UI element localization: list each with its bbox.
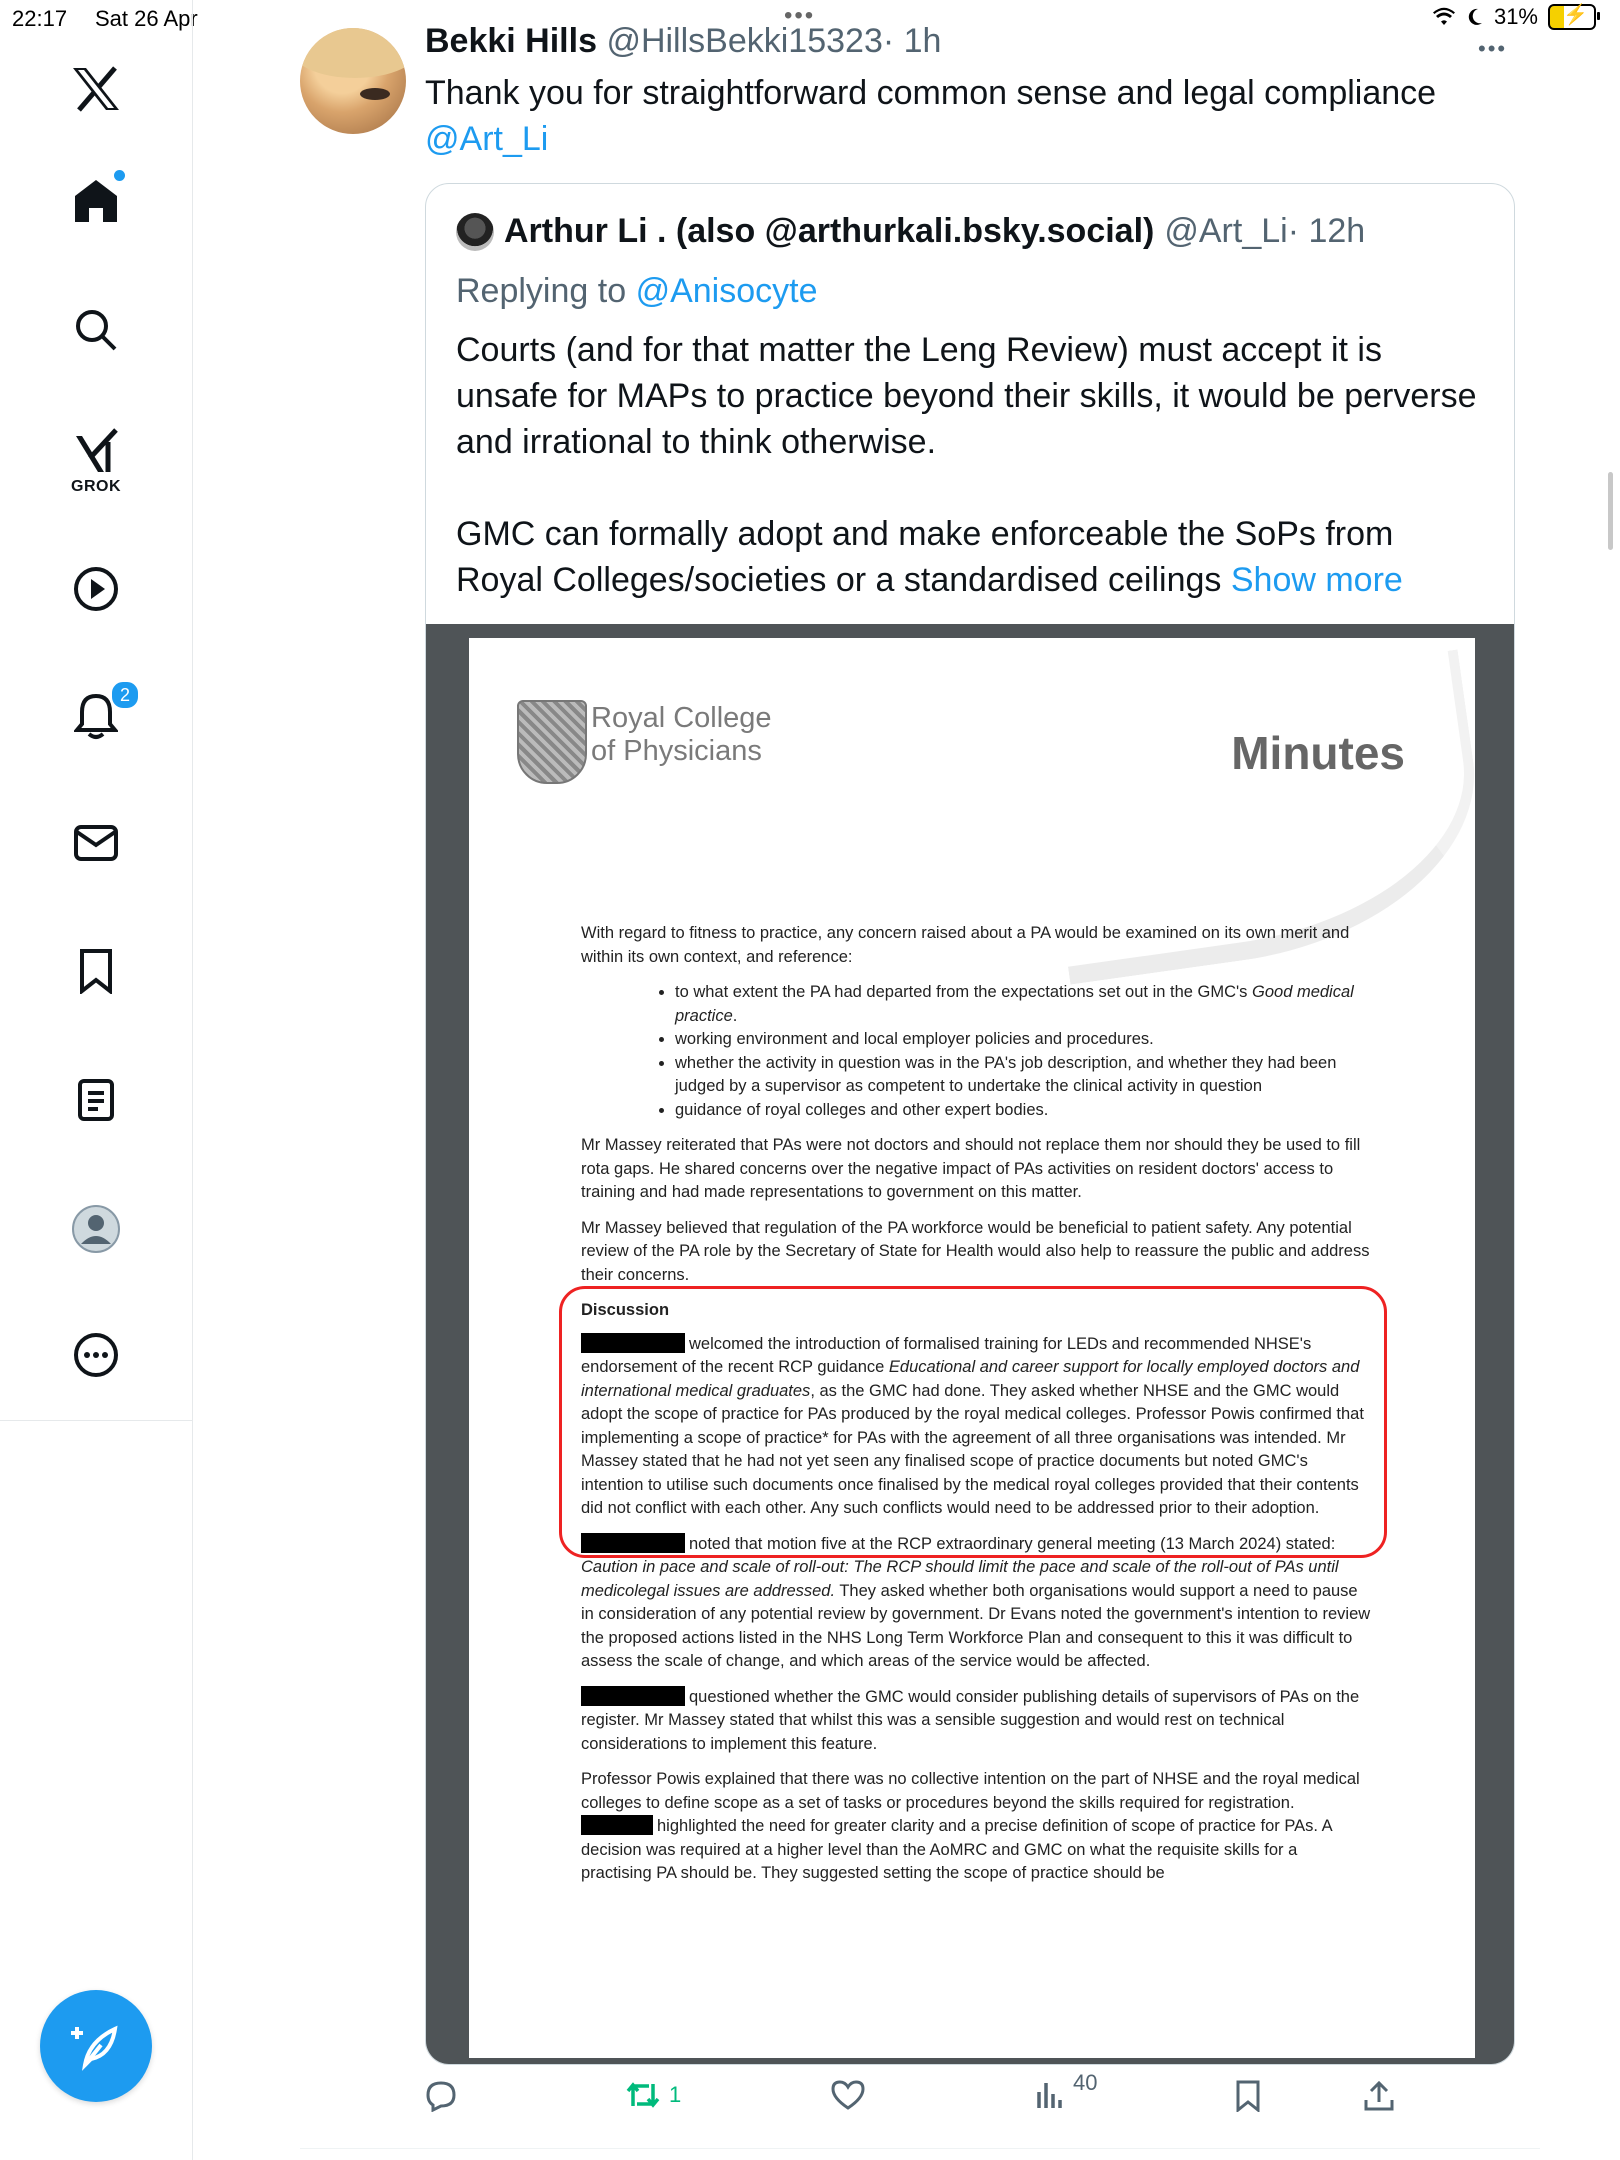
battery-percent: 31% [1493, 4, 1538, 29]
quote-paragraph-2-text: GMC can formally adopt and make enforceable the SoPs from Royal Colleges/societies or a standardised ceilings [456, 515, 1394, 599]
doc-bullet: • guidance of royal colleges and other expert bodies. [675, 1099, 1371, 1123]
scrollbar[interactable] [1608, 472, 1613, 550]
views-icon [1035, 2080, 1065, 2110]
rcp-name-line2: of Physicians [591, 735, 762, 767]
quote-paragraph-1: Courts (and for that matter the Leng Review) must accept it is unsafe for MAPs to practice beyond their skills, it would be perverse and irrational to think otherwise. [456, 331, 1477, 461]
doc-bullet-list [581, 981, 1371, 1122]
like-button[interactable] [831, 2080, 865, 2110]
doc-bullet: • to what extent the PA had departed from the expectations set out in the GMC's Good medical practice. [675, 981, 1371, 1028]
retweet-button[interactable] [625, 2080, 681, 2110]
status-right [1432, 4, 1596, 30]
home-icon[interactable] [73, 178, 119, 222]
quote-text [456, 327, 1486, 603]
show-more-link[interactable]: Show more [1230, 561, 1403, 599]
doc-paragraph: Mr Massey believed that regulation of the PA workforce would be beneficial to patient safety. Any potential review of the PA role by the Secretary of State for Health would also help to reassure the public and address their concerns. [581, 1218, 1370, 1284]
reply-icon [425, 2080, 457, 2112]
notifications-icon[interactable] [74, 685, 130, 740]
tweet-actions [425, 2070, 1515, 2124]
tweet-time[interactable]: · 1h [882, 22, 942, 60]
discussion-heading: Discussion [581, 1301, 670, 1319]
tweet-divider [300, 2148, 1540, 2149]
retweet-count: 1 [669, 2082, 682, 2107]
battery-icon: ⚡ [1548, 4, 1596, 30]
compose-icon [71, 2021, 121, 2071]
quote-avatar[interactable] [456, 213, 494, 251]
redaction-bar [581, 1686, 685, 1706]
doc-paragraph: With regard to fitness to practice, any concern raised about a PA would be examined on its own merit and within its own context, and reference: [581, 924, 1350, 966]
highlight-box [559, 1286, 1387, 1558]
retweet-icon [625, 2080, 661, 2110]
grok-label: GROK [71, 478, 121, 495]
share-button[interactable] [1363, 2080, 1395, 2112]
bookmark-button[interactable] [1235, 2080, 1261, 2112]
rcp-name [591, 702, 772, 768]
doc-paragraph: noted that motion five at the RCP extraordinary general meeting (13 March 2024) stated: Caution in pace and scale of roll-out: The RCP should limit the pace and scale of the roll-out of PAs until medicolegal issues are addressed. They asked whether both organisations would support a need to pause in consideration of any potential review by government. Dr Evans noted the government's intention to review the proposed actions listed in the NHS Long Term Workforce Plan and consequent to this it was difficult to assess the scale of change, and which areas of the service would be affected. [581, 1534, 1371, 1670]
profile-icon[interactable] [71, 1204, 121, 1254]
notifications-badge: 2 [110, 680, 140, 710]
quote-replying-to [456, 272, 817, 311]
reply-button[interactable] [425, 2080, 457, 2112]
views-count: 40 [1073, 2070, 1098, 2095]
minutes-document [469, 638, 1475, 2058]
tweet-header [425, 22, 941, 61]
author-name[interactable]: Bekki Hills [425, 22, 597, 60]
rcp-name-line1: Royal College [591, 702, 772, 734]
quoted-tweet[interactable] [425, 183, 1515, 2065]
compose-post-button[interactable] [40, 1990, 152, 2102]
x-logo-icon[interactable] [71, 66, 121, 112]
doc-paragraph: Mr Massey reiterated that PAs were not doctors and should not replace them nor should they be used to fill rota gaps. He shared concerns over the negative impact of PAs activities on resident doctors' access to training and had made representations to government on this matter. [581, 1136, 1361, 1201]
status-time: 22:17 [12, 6, 68, 31]
doc-paragraph: welcomed the introduction of formalised training for LEDs and recommended NHSE's endorsement of the recent RCP guidance Educational and career support for locally employed doctors and international medical graduates, as the GMC had done. They asked whether NHSE and the GMC would adopt the scope of practice for PAs produced by the royal medical colleges. Professor Powis confirmed that implementing a scope of practice* for PAs with the agreement of all three organisations was intended. Mr Massey stated that he had not yet seen any finalised scope of practice documents but noted GMC's intention to utilise such documents once finalised by the medical royal colleges provided that their contents did not conflict with each other. Any such conflicts would need to be addressed prior to their adoption. [581, 1334, 1364, 1517]
wifi-icon [1432, 7, 1456, 27]
tweet-mention-link[interactable]: @Art_Li [425, 120, 549, 158]
doc-paragraph: Professor Powis explained that there was no collective intention on the part of NHSE and the royal medical colleges to define scope as a set of tasks or procedures beyond the skills required for registration. highlighted the need for greater clarity and a precise definition of scope of practice for PAs. A decision was required at a higher level than the AoMRC and GMC on what the requisite skills for a practising PA should be. They suggested setting the scope of practice should be [581, 1770, 1360, 1882]
tweet-body: Thank you for straightforward common sense and legal compliance [425, 74, 1437, 112]
grok-icon[interactable] [71, 428, 121, 496]
bookmarks-icon[interactable] [78, 948, 114, 994]
quote-author-handle[interactable]: @Art_Li [1164, 212, 1288, 250]
quote-paragraph-2 [456, 511, 1486, 603]
quote-author-name[interactable]: Arthur Li . (also @arthurkali.bsky.social) [504, 212, 1155, 250]
status-date: Sat 26 Apr [95, 6, 198, 31]
tweet-text [425, 70, 1505, 162]
redaction-bar [581, 1815, 653, 1835]
video-icon[interactable] [73, 566, 119, 612]
views-button[interactable] [1035, 2070, 1098, 2110]
replying-prefix: Replying to [456, 272, 627, 310]
home-unread-dot [114, 170, 125, 181]
moon-icon [1466, 7, 1484, 27]
bookmark-icon [1235, 2080, 1261, 2112]
quote-header [456, 212, 1365, 251]
doc-paragraph: questioned whether the GMC would consider publishing details of supervisors of PAs on the register. Mr Massey stated that whilst this was a sensible suggestion and would rest on technical considerations to implement this feature. [581, 1687, 1360, 1753]
sidebar-divider [0, 1420, 192, 1421]
author-avatar[interactable] [300, 28, 406, 134]
heart-icon [831, 2080, 865, 2110]
search-icon[interactable] [74, 308, 118, 352]
quote-time[interactable]: · 12h [1287, 212, 1366, 250]
multitasking-dots-icon[interactable]: ••• [784, 2, 816, 29]
doc-bullet: • working environment and local employer policies and procedures. [675, 1028, 1371, 1052]
rcp-crest-logo [517, 700, 587, 784]
attached-image[interactable] [426, 624, 1514, 2064]
messages-icon[interactable] [73, 824, 119, 862]
sidebar [0, 0, 193, 2160]
lists-icon[interactable] [77, 1078, 115, 1122]
more-icon[interactable] [73, 1332, 119, 1378]
doc-bullet: • whether the activity in question was in the PA's job description, and whether they had been judged by a supervisor as competent to undertake the clinical activity in question [675, 1052, 1371, 1099]
share-icon [1363, 2080, 1395, 2112]
author-handle[interactable]: @HillsBekki15323 [606, 22, 883, 60]
tweet-more-icon[interactable]: ••• [1478, 36, 1508, 61]
replying-to-link[interactable]: @Anisocyte [635, 272, 818, 310]
document-title: Minutes [1231, 727, 1405, 779]
